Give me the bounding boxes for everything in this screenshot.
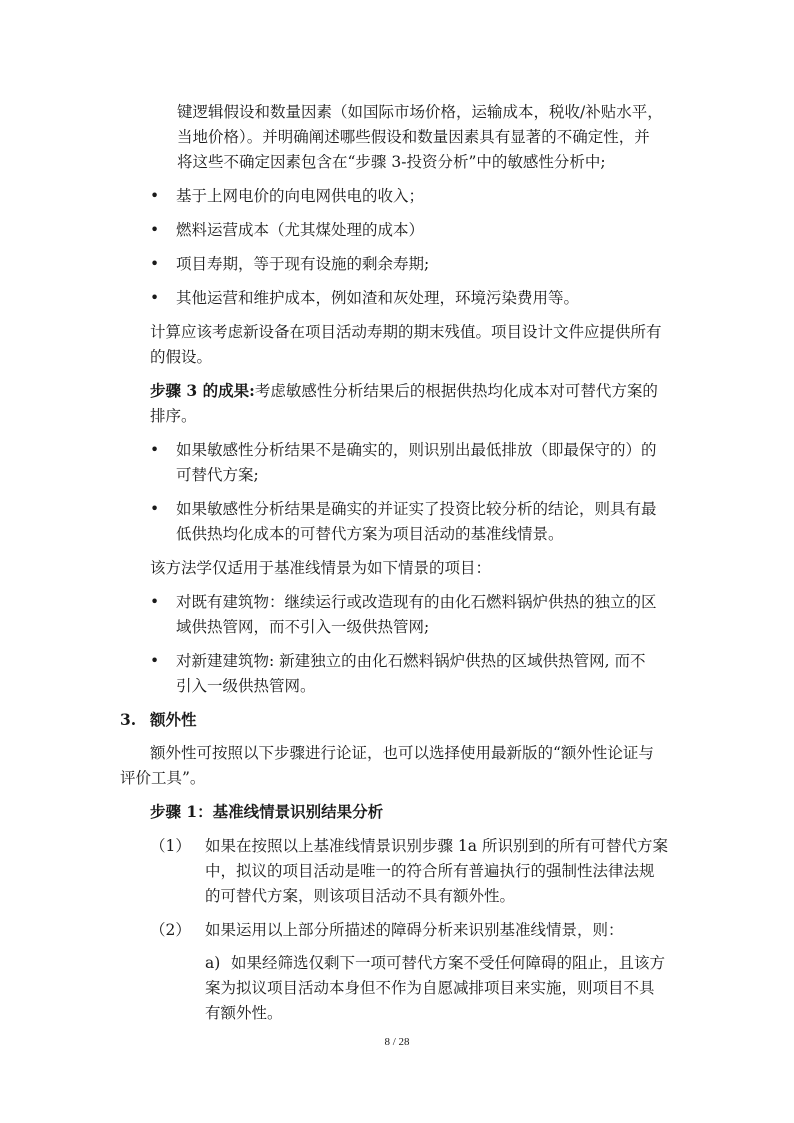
list-item-line: 如果运用以上部分所描述的障碍分析来识别基准线情景，则：: [205, 921, 624, 939]
section3-para-line-1: 额外性可按照以下步骤进行论证，也可以选择使用最新版的“额外性论证与: [150, 744, 654, 762]
sub-item-label: a): [205, 954, 221, 972]
section-number: 3.: [120, 710, 137, 729]
bullet-icon: •: [150, 441, 160, 459]
bullet-icon: •: [150, 221, 160, 239]
bullet-text: 基于上网电价的向电网供电的收入；: [176, 187, 425, 205]
step3-result-text: 考虑敏感性分析结果后的根据供热均化成本对可替代方案的: [254, 382, 658, 400]
bullet-text-line-1: 如果敏感性分析结果不是确实的，则识别出最低排放（即最保守的）的: [176, 441, 657, 459]
page-number: 8 / 28: [384, 1036, 410, 1048]
step3-result-line-2: 排序。: [150, 407, 197, 425]
intro-line-3: 将这些不确定因素包含在“步骤 3-投资分析”中的敏感性分析中;: [177, 153, 606, 171]
bullet-text-line-1: 对新建建筑物: 新建独立的由化石燃料锅炉供热的区域供热管网, 而不: [176, 652, 646, 670]
applicability-text: 该方法学仅适用于基准线情景为如下情景的项目：: [150, 559, 492, 577]
bullet-text-line-2: 低供热均化成本的可替代方案为项目活动的基准线情景。: [176, 525, 564, 543]
bullet-icon: •: [150, 652, 160, 670]
bullet-text-line-2: 可替代方案;: [176, 466, 259, 484]
bullet-icon: •: [150, 500, 160, 518]
sub-item-line: 如果经筛选仅剩下一项可替代方案不受任何障碍的阻止，且该方: [231, 954, 666, 972]
step3-result-label: 步骤 3 的成果:: [150, 381, 255, 400]
residual-line-2: 的假设。: [150, 348, 213, 366]
sub-item-line: 有额外性。: [205, 1004, 283, 1022]
list-item-line: 如果在按照以上基准线情景识别步骤 1a 所识别到的所有可替代方案: [205, 837, 668, 855]
list-item-number: （2）: [150, 921, 191, 939]
section3-para-line-2: 评价工具”。: [120, 769, 206, 787]
step3-result-line-1: [150, 379, 710, 404]
bullet-text-line-1: 如果敏感性分析结果是确实的并证实了投资比较分析的结论，则具有最: [176, 500, 657, 518]
list-item-line: 中，拟议的项目活动是唯一的符合所有普遍执行的强制性法律法规: [205, 862, 655, 880]
list-item-number: （1）: [150, 837, 191, 855]
intro-line-1: 键逻辑假设和数量因素（如国际市场价格，运输成本，税收/补贴水平，: [177, 103, 663, 121]
bullet-text-line-2: 域供热管网，而不引入一级供热管网;: [176, 618, 430, 636]
bullet-text-line-1: 对既有建筑物：继续运行或改造现有的由化石燃料锅炉供热的独立的区: [176, 593, 657, 611]
bullet-text-line-2: 引入一级供热管网。: [176, 677, 316, 695]
section-title: 额外性: [150, 710, 197, 729]
bullet-icon: •: [150, 289, 160, 307]
bullet-text: 燃料运营成本（尤其煤处理的成本）: [176, 221, 425, 239]
bullet-text: 项目寿期，等于现有设施的剩余寿期;: [176, 255, 430, 273]
intro-line-2: 当地价格）。并明确阐述哪些假设和数量因素具有显著的不确定性，并: [177, 128, 650, 146]
bullet-icon: •: [150, 255, 160, 273]
list-item-line: 的可替代方案，则该项目活动不具有额外性。: [205, 887, 516, 905]
step1-title: 步骤 1：基准线情景识别结果分析: [150, 802, 384, 821]
residual-line-1: 计算应该考虑新设备在项目活动寿期的期末残值。项目设计文件应提供所有: [150, 323, 662, 341]
bullet-text: 其他运营和维护成本，例如渣和灰处理，环境污染费用等。: [176, 289, 580, 307]
bullet-icon: •: [150, 593, 160, 611]
sub-item-line: 案为拟议项目活动本身但不作为自愿减排项目来实施，则项目不具: [205, 979, 655, 997]
bullet-icon: •: [150, 187, 160, 205]
